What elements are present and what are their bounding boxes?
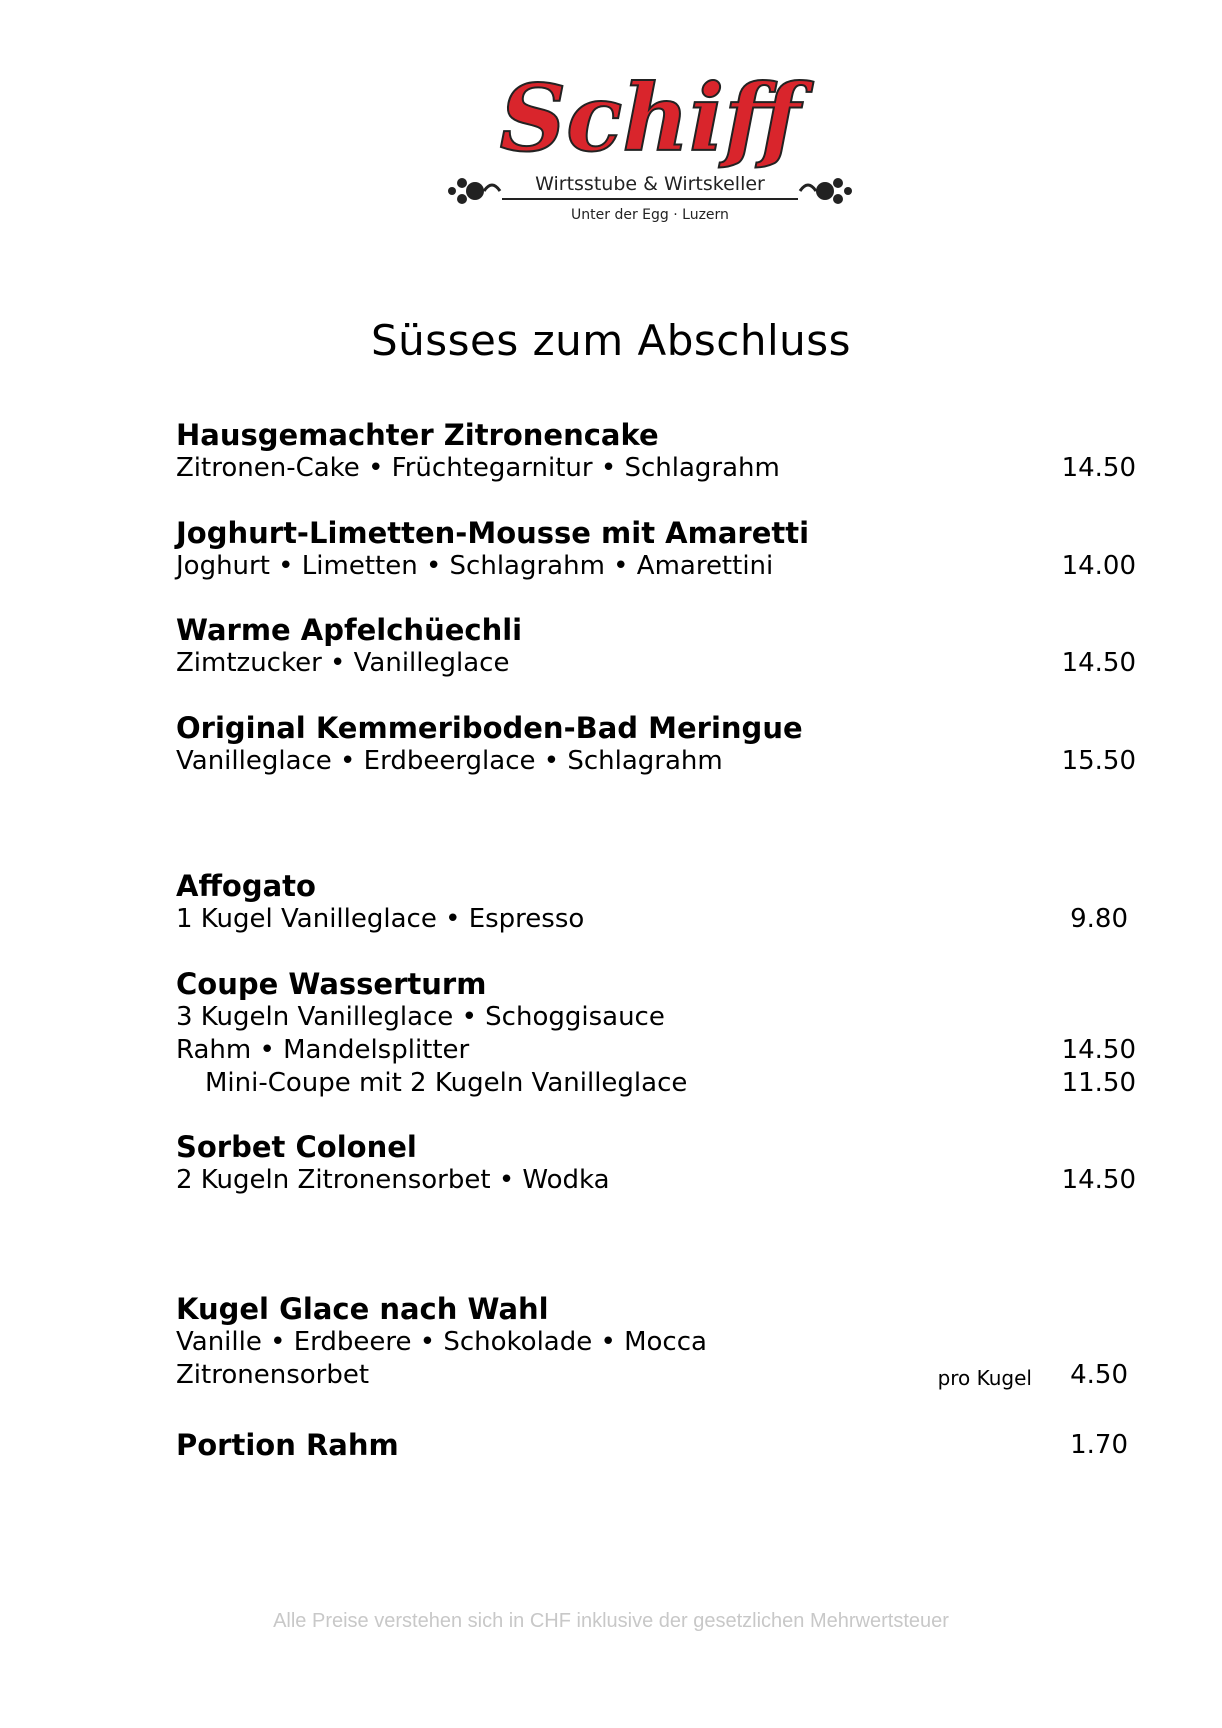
menu-item-line bbox=[176, 647, 1136, 680]
menu-item bbox=[176, 1130, 1136, 1197]
menu-item-line bbox=[176, 903, 1136, 936]
menu-item bbox=[176, 967, 1136, 1100]
menu-item-description: Vanilleglace • Erdbeerglace • Schlagrahm bbox=[176, 746, 723, 776]
price-disclaimer: Alle Preise verstehen sich in CHF inklusive der gesetzlichen Mehrwertsteuer bbox=[273, 1610, 949, 1632]
menu-item-description: 1 Kugel Vanilleglace • Espresso bbox=[176, 904, 585, 934]
menu-item-line bbox=[176, 1164, 1136, 1197]
menu-item-description: Joghurt • Limetten • Schlagrahm • Amarettini bbox=[176, 551, 774, 581]
price-unit-label: pro Kugel bbox=[937, 1366, 1032, 1390]
menu-item-line bbox=[176, 745, 1136, 778]
menu-item-price: 4.50 bbox=[1070, 1360, 1128, 1390]
menu-item-line bbox=[176, 1326, 1136, 1359]
menu-item-description: Rahm • Mandelsplitter bbox=[176, 1035, 470, 1065]
menu-item bbox=[176, 418, 1136, 485]
ornament-right-icon bbox=[800, 178, 852, 204]
ornament-left-icon bbox=[448, 178, 500, 204]
menu-item-description: Vanille • Erdbeere • Schokolade • Mocca bbox=[176, 1327, 707, 1357]
page-title: Süsses zum Abschluss bbox=[370, 316, 852, 365]
menu-item bbox=[176, 869, 1136, 936]
menu-item-price: 11.50 bbox=[1061, 1068, 1136, 1098]
logo-tagline-block bbox=[440, 163, 860, 233]
menu-item-price: 15.50 bbox=[1061, 746, 1136, 776]
menu-item-line bbox=[176, 1034, 1136, 1067]
menu-item-name: Affogato bbox=[176, 869, 316, 903]
logo-location: Unter der Egg · Luzern bbox=[571, 207, 729, 223]
menu-item-name: Portion Rahm bbox=[176, 1428, 399, 1462]
menu-item bbox=[176, 1292, 1136, 1392]
menu-item bbox=[176, 613, 1136, 680]
menu-item-description: 3 Kugeln Vanilleglace • Schoggisauce bbox=[176, 1002, 665, 1032]
menu-item-price: 14.00 bbox=[1061, 551, 1136, 581]
menu-item-description: Zimtzucker • Vanilleglace bbox=[176, 648, 510, 678]
menu-item-description: Zitronensorbet bbox=[176, 1360, 370, 1390]
menu-item-line bbox=[176, 1001, 1136, 1034]
menu-item-name: Original Kemmeriboden-Bad Meringue bbox=[176, 711, 803, 745]
menu-item-price: 14.50 bbox=[1061, 1035, 1136, 1065]
menu-item-name: Coupe Wasserturm bbox=[176, 967, 487, 1001]
menu-item-price: 14.50 bbox=[1061, 1165, 1136, 1195]
menu-item-line bbox=[176, 1359, 1136, 1392]
menu-item-line bbox=[176, 550, 1136, 583]
menu-item-description: Mini-Coupe mit 2 Kugeln Vanilleglace bbox=[205, 1068, 688, 1098]
menu-item-description: 2 Kugeln Zitronensorbet • Wodka bbox=[176, 1165, 610, 1195]
menu-item-price: 1.70 bbox=[1070, 1430, 1128, 1460]
logo-brand-text: Schiff bbox=[499, 65, 801, 170]
menu-item-line bbox=[176, 452, 1136, 485]
menu-item-name: Kugel Glace nach Wahl bbox=[176, 1292, 549, 1326]
menu-item-name: Warme Apfelchüechli bbox=[176, 613, 523, 647]
menu-item-line bbox=[176, 1067, 1136, 1100]
menu-item-name: Joghurt-Limetten-Mousse mit Amaretti bbox=[176, 516, 810, 550]
menu-item bbox=[176, 516, 1136, 583]
menu-item bbox=[176, 711, 1136, 778]
menu-item-price: 14.50 bbox=[1061, 453, 1136, 483]
logo-tagline: Wirtsstube & Wirtskeller bbox=[535, 173, 765, 195]
restaurant-logo bbox=[440, 55, 860, 235]
menu-item-name: Hausgemachter Zitronencake bbox=[176, 418, 659, 452]
menu-item-name: Sorbet Colonel bbox=[176, 1130, 417, 1164]
menu-item-price: 14.50 bbox=[1061, 648, 1136, 678]
menu-item bbox=[176, 1428, 1136, 1462]
logo-wordmark bbox=[480, 65, 820, 170]
menu-item-price: 9.80 bbox=[1070, 904, 1128, 934]
menu-item-description: Zitronen-Cake • Früchtegarnitur • Schlagrahm bbox=[176, 453, 780, 483]
